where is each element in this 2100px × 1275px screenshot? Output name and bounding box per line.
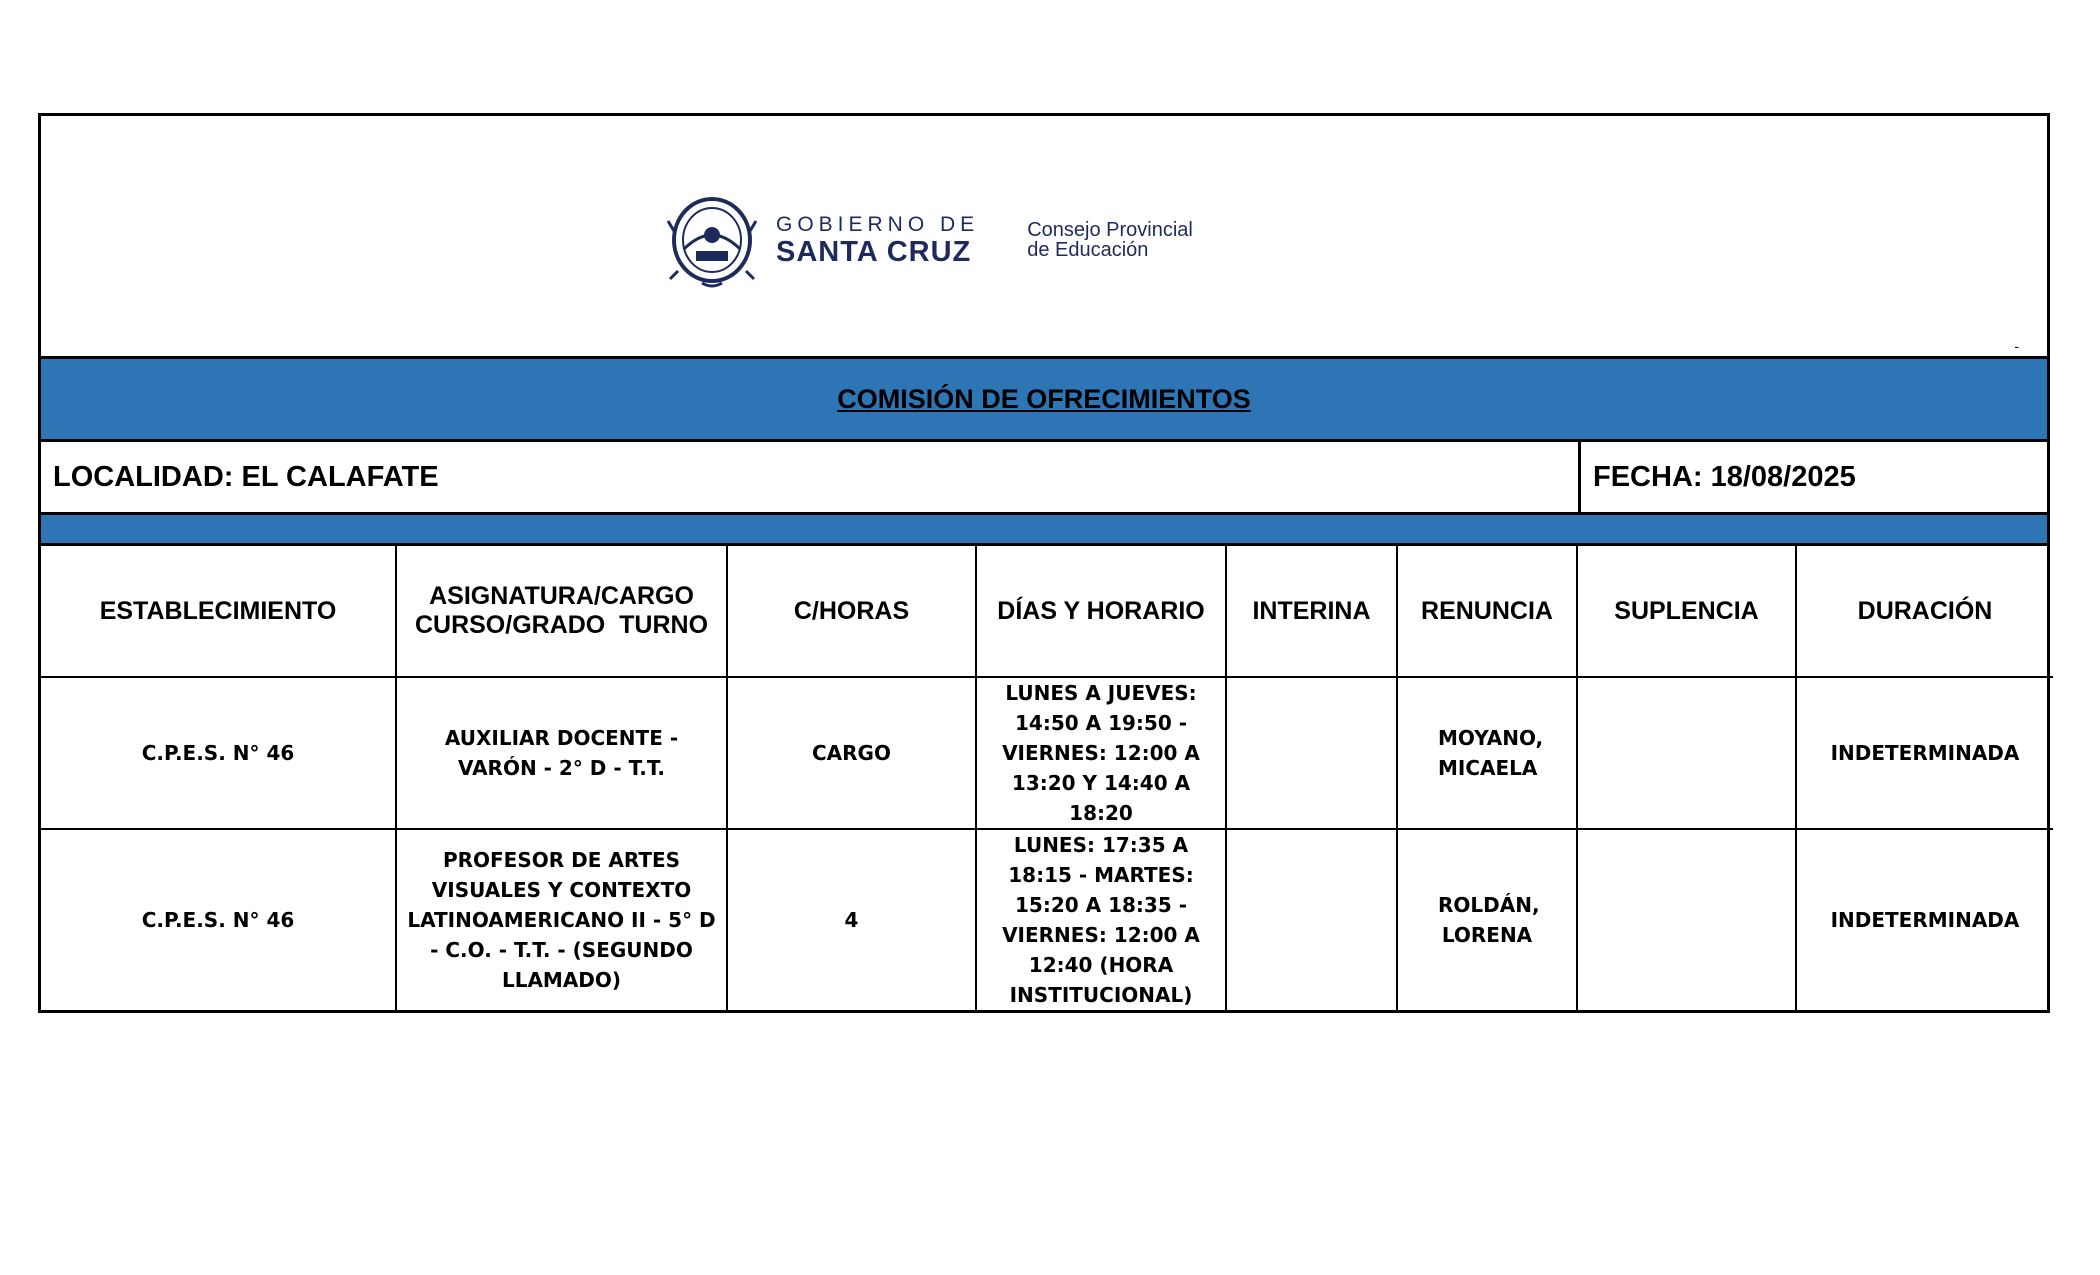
header-asignatura-line1: ASIGNATURA/CARGO <box>429 582 694 610</box>
header-interina: INTERINA <box>1226 546 1397 677</box>
cell-duracion: INDETERMINADA <box>1796 829 2053 1010</box>
council-name-line2: de Educación <box>1027 239 1149 261</box>
cell-suplencia <box>1577 677 1796 829</box>
header-suplencia: SUPLENCIA <box>1577 546 1796 677</box>
government-name-line2: SANTA CRUZ <box>776 236 972 268</box>
table-header-row <box>41 546 2053 677</box>
header-horas: C/HORAS <box>727 546 976 677</box>
council-name <box>1027 220 1193 260</box>
provincial-seal-icon <box>666 191 758 289</box>
header-asignatura-line2: CURSO/GRADO TURNO <box>414 611 709 639</box>
offers-sheet <box>38 113 2050 1013</box>
header-asignatura <box>396 546 727 677</box>
table-row <box>41 677 2053 829</box>
page-title: COMISIÓN DE OFRECIMIENTOS <box>837 383 1251 414</box>
government-logo <box>666 191 1193 289</box>
date-label: FECHA: 18/08/2025 <box>1593 460 1856 493</box>
cell-horas: 4 <box>727 829 976 1010</box>
offers-table <box>41 546 2053 1010</box>
cell-establecimiento: C.P.E.S. N° 46 <box>41 829 396 1010</box>
government-name <box>776 213 979 267</box>
corner-dash: - <box>2014 338 2019 354</box>
logo-header <box>41 116 2047 359</box>
header-dias: DÍAS Y HORARIO <box>976 546 1226 677</box>
header-establecimiento: ESTABLECIMIENTO <box>41 546 396 677</box>
header-renuncia: RENUNCIA <box>1397 546 1577 677</box>
locality-date-row <box>41 442 2047 515</box>
cell-renuncia: MOYANO, MICAELA <box>1397 677 1577 829</box>
council-name-line1: Consejo Provincial <box>1027 219 1193 241</box>
cell-interina <box>1226 677 1397 829</box>
cell-duracion: INDETERMINADA <box>1796 677 2053 829</box>
title-band <box>41 359 2047 442</box>
table-row <box>41 829 2053 1010</box>
header-duracion: DURACIÓN <box>1796 546 2053 677</box>
government-name-line1: GOBIERNO DE <box>776 213 980 236</box>
cell-dias: LUNES: 17:35 A 18:15 - MARTES: 15:20 A 18:35 - VIERNES: 12:00 A 12:40 (HORA INSTITUCIONAL) <box>976 829 1226 1010</box>
cell-asignatura: PROFESOR DE ARTES VISUALES Y CONTEXTO LATINOAMERICANO II - 5° D - C.O. - T.T. - (SEGUNDO LLAMADO) <box>396 829 727 1010</box>
cell-renuncia: ROLDÁN, LORENA <box>1397 829 1577 1010</box>
cell-asignatura: AUXILIAR DOCENTE - VARÓN - 2° D - T.T. <box>396 677 727 829</box>
cell-suplencia <box>1577 829 1796 1010</box>
cell-interina <box>1226 829 1397 1010</box>
locality-label: LOCALIDAD: EL CALAFATE <box>41 442 1581 512</box>
cell-establecimiento: C.P.E.S. N° 46 <box>41 677 396 829</box>
cell-horas: CARGO <box>727 677 976 829</box>
blue-divider <box>41 515 2047 546</box>
cell-dias: LUNES A JUEVES: 14:50 A 19:50 - VIERNES: 12:00 A 13:20 Y 14:40 A 18:20 <box>976 677 1226 829</box>
